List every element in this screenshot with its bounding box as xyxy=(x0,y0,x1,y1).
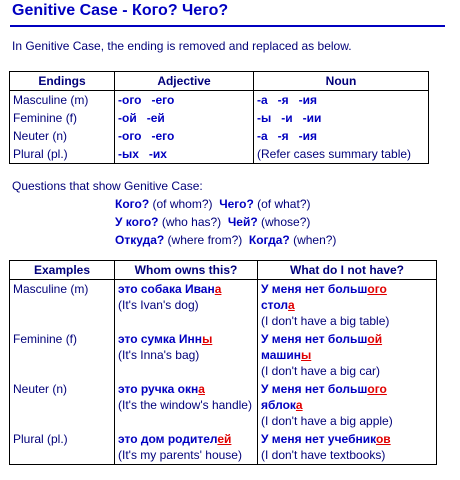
not-have-english: (I don't have a big car) xyxy=(261,364,381,378)
endings-adjective-cell: -ых -их xyxy=(115,145,254,164)
not-have-stem: У меня нет больш xyxy=(261,382,368,396)
examples-row-label: Feminine (f) xyxy=(10,330,115,380)
question-line xyxy=(115,213,336,231)
not-have-noun-ending: ы xyxy=(301,348,312,362)
examples-owns-cell xyxy=(115,280,258,331)
not-have-noun-stem: яблок xyxy=(261,398,296,412)
not-have-noun-stem: стол xyxy=(261,298,289,312)
not-have-english: (I don't have a big table) xyxy=(261,314,390,328)
question-gloss: (whose?) xyxy=(257,215,311,229)
question-gloss: (of whom?) xyxy=(149,197,220,211)
endings-noun-cell: (Refer cases summary table) xyxy=(254,145,429,164)
not-have-stem: У меня нет больш xyxy=(261,282,368,296)
owns-english: (It's Inna's bag) xyxy=(118,348,200,362)
examples-not-have-cell xyxy=(258,330,437,380)
question-gloss: (when?) xyxy=(289,233,337,247)
examples-header-not-have: What do I not have? xyxy=(258,261,437,280)
examples-owns-cell xyxy=(115,380,258,430)
questions-list xyxy=(115,195,336,249)
examples-header-owns: Whom owns this? xyxy=(115,261,258,280)
endings-row-label: Neuter (n) xyxy=(10,127,115,145)
owns-russian-ending: а xyxy=(198,382,205,396)
examples-table xyxy=(9,260,437,465)
intro-text: In Genitive Case, the ending is removed and replaced as below. xyxy=(12,39,352,53)
not-have-russian xyxy=(261,381,433,397)
examples-row-label: Masculine (m) xyxy=(10,280,115,331)
owns-russian-stem: это ручка окн xyxy=(118,382,199,396)
endings-table xyxy=(9,71,429,164)
not-have-ending: ого xyxy=(367,382,387,396)
not-have-russian xyxy=(261,431,433,447)
question-word: У кого? xyxy=(115,215,159,229)
question-gloss: (of what?) xyxy=(253,197,311,211)
question-word: Откуда? xyxy=(115,233,165,247)
endings-header-adjective: Adjective xyxy=(115,72,254,91)
questions-section xyxy=(12,177,336,249)
owns-russian-ending: а xyxy=(214,282,222,296)
endings-noun-cell: -а -я -ия xyxy=(254,127,429,145)
not-have-russian xyxy=(261,331,433,347)
question-word: Чего? xyxy=(219,197,254,211)
not-have-russian xyxy=(261,281,433,297)
not-have-ending: ой xyxy=(367,332,383,346)
owns-russian-stem: это сумка Инн xyxy=(118,332,203,346)
examples-owns-cell xyxy=(115,430,258,465)
endings-header-endings: Endings xyxy=(10,72,115,91)
question-line xyxy=(115,231,336,249)
not-have-english: (I don't have a big apple) xyxy=(261,414,393,428)
owns-russian-ending: ы xyxy=(202,332,213,346)
endings-adjective-cell: -ого -его xyxy=(115,127,254,145)
examples-row-label: Plural (pl.) xyxy=(10,430,115,465)
not-have-russian-noun xyxy=(261,297,433,313)
question-word: Чей? xyxy=(227,215,258,229)
not-have-noun-ending: а xyxy=(295,398,303,412)
not-have-ending: ов xyxy=(375,432,391,446)
page-title: Genitive Case - Кого? Чего? xyxy=(12,2,229,19)
questions-heading: Questions that show Genitive Case: xyxy=(12,179,203,193)
examples-not-have-cell xyxy=(258,430,437,465)
endings-row-label: Masculine (m) xyxy=(10,91,115,110)
endings-noun-cell: -а -я -ия xyxy=(254,91,429,110)
not-have-russian-noun xyxy=(261,397,433,413)
question-word: Кого? xyxy=(115,197,150,211)
not-have-noun-ending: а xyxy=(288,298,295,312)
not-have-ending: ого xyxy=(367,282,387,296)
not-have-stem: У меня нет учебник xyxy=(261,432,376,446)
owns-russian-ending: ей xyxy=(217,432,232,446)
question-gloss: (where from?) xyxy=(164,233,249,247)
not-have-russian-noun xyxy=(261,347,433,363)
owns-english: (It's the window's handle) xyxy=(118,398,252,412)
not-have-english: (I don't have textbooks) xyxy=(261,448,386,462)
owns-russian xyxy=(118,381,254,397)
owns-russian-stem: это дом родител xyxy=(118,432,218,446)
owns-english: (It's my parents' house) xyxy=(118,448,242,462)
question-line xyxy=(115,195,336,213)
owns-russian-stem: это собака Иван xyxy=(118,282,215,296)
examples-header-examples: Examples xyxy=(10,261,115,280)
title-underline xyxy=(10,25,445,27)
question-gloss: (who has?) xyxy=(158,215,228,229)
endings-row-label: Plural (pl.) xyxy=(10,145,115,164)
endings-noun-cell: -ы -и -ии xyxy=(254,109,429,127)
examples-not-have-cell xyxy=(258,280,437,331)
not-have-noun-stem: машин xyxy=(261,348,302,362)
endings-row-label: Feminine (f) xyxy=(10,109,115,127)
not-have-stem: У меня нет больш xyxy=(261,332,368,346)
endings-adjective-cell: -ой -ей xyxy=(115,109,254,127)
examples-not-have-cell xyxy=(258,380,437,430)
owns-russian xyxy=(118,281,254,297)
endings-adjective-cell: -ого -его xyxy=(115,91,254,110)
owns-russian xyxy=(118,331,254,347)
examples-owns-cell xyxy=(115,330,258,380)
owns-english: (It's Ivan's dog) xyxy=(118,298,199,312)
question-word: Когда? xyxy=(248,233,290,247)
owns-russian xyxy=(118,431,254,447)
endings-header-noun: Noun xyxy=(254,72,429,91)
examples-row-label: Neuter (n) xyxy=(10,380,115,430)
